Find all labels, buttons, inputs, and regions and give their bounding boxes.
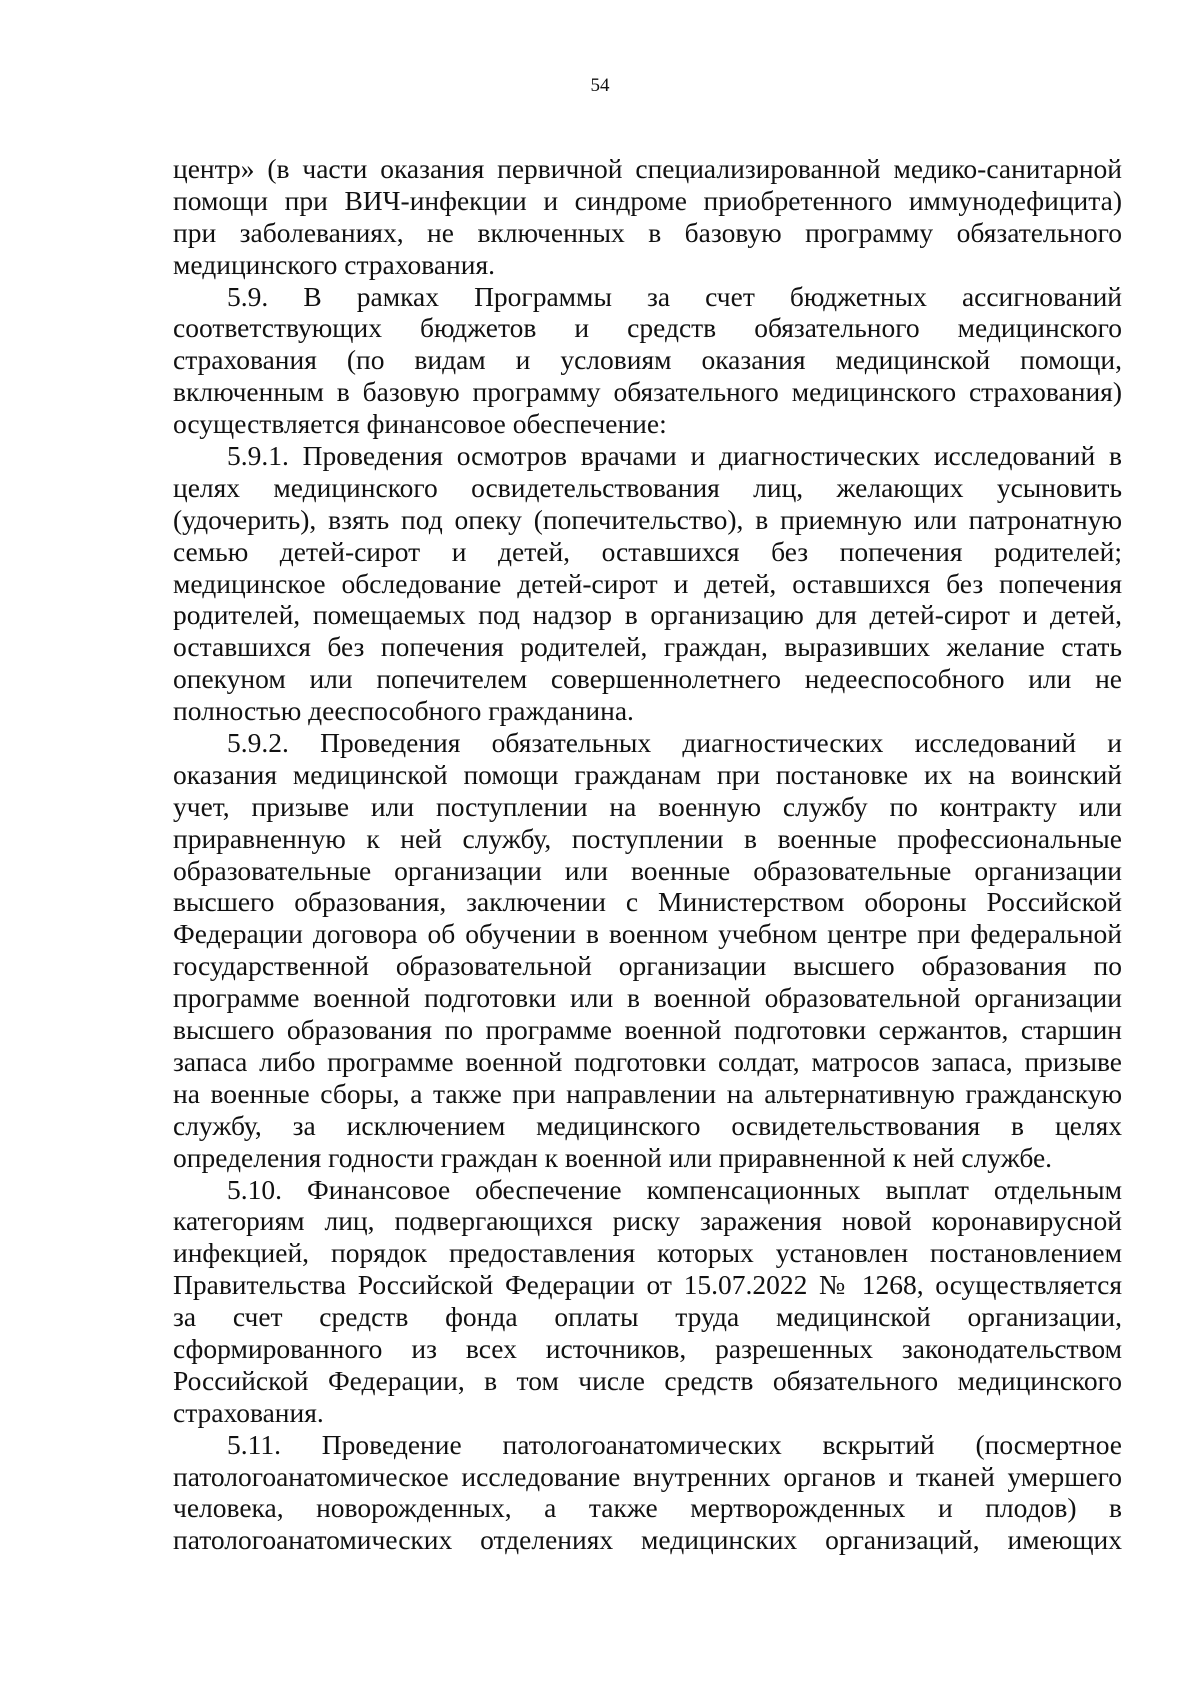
- text-line: включенным в базовую программу обязательного медицинского страхования): [173, 376, 1122, 408]
- paragraph-first-line: 5.11. Проведение патологоанатомических вскрытий (посмертное: [227, 1428, 1122, 1460]
- text-line: патологоанатомическое исследование внутренних органов и тканей умершего: [173, 1460, 1122, 1492]
- text-line: медицинское обследование детей-сирот и детей, оставшихся без попечения: [173, 567, 1122, 599]
- text-line: страхования (по видам и условиям оказания медицинской помощи,: [173, 344, 1122, 376]
- text-line: инфекцией, порядок предоставления которых установлен постановлением: [173, 1237, 1122, 1269]
- text-line: запаса либо программе военной подготовки солдат, матросов запаса, призыве: [173, 1045, 1122, 1077]
- text-line: Российской Федерации, в том числе средств обязательного медицинского: [173, 1364, 1122, 1396]
- text-line: помощи при ВИЧ-инфекции и синдроме приобретенного иммунодефицита): [173, 184, 1122, 216]
- text-line: сформированного из всех источников, разрешенных законодательством: [173, 1332, 1122, 1364]
- page-number: 54: [590, 75, 610, 96]
- text-line: (удочерить), взять под опеку (попечительство), в приемную или патронатную: [173, 503, 1122, 535]
- document-body: [173, 153, 1122, 1556]
- text-line: за счет средств фонда оплаты труда медицинской организации,: [173, 1301, 1122, 1333]
- text-line: оказания медицинской помощи гражданам при постановке их на воинский: [173, 758, 1122, 790]
- text-line: родителей, помещаемых под надзор в организацию для детей-сирот и детей,: [173, 599, 1122, 631]
- paragraph-first-line: 5.9.1. Проведения осмотров врачами и диагностических исследований в: [227, 440, 1122, 472]
- text-line: полностью дееспособного гражданина.: [173, 695, 634, 727]
- text-line: страхования.: [173, 1396, 324, 1428]
- text-line: Правительства Российской Федерации от 15.07.2022 № 1268, осуществляется: [173, 1269, 1122, 1301]
- text-line: высшего образования, заключении с Министерством обороны Российской: [173, 886, 1122, 918]
- text-line: человека, новорожденных, а также мертворожденных и плодов) в: [173, 1492, 1122, 1524]
- paragraph-first-line: 5.9.2. Проведения обязательных диагностических исследований и: [227, 727, 1122, 759]
- text-line: целях медицинского освидетельствования лиц, желающих усыновить: [173, 471, 1122, 503]
- text-line: образовательные организации или военные образовательные организации: [173, 854, 1122, 886]
- text-line: Федерации договора об обучении в военном учебном центре при федеральной: [173, 918, 1122, 950]
- text-line: приравненную к ней службу, поступлении в военные профессиональные: [173, 822, 1122, 854]
- text-line: при заболеваниях, не включенных в базовую программу обязательного: [173, 216, 1122, 248]
- text-line: учет, призыве или поступлении на военную службу по контракту или: [173, 790, 1122, 822]
- text-line: оставшихся без попечения родителей, граждан, выразивших желание стать: [173, 631, 1122, 663]
- text-line: медицинского страхования.: [173, 248, 495, 280]
- text-line: семью детей-сирот и детей, оставшихся без попечения родителей;: [173, 535, 1122, 567]
- text-line: программе военной подготовки или в военной образовательной организации: [173, 982, 1122, 1014]
- text-line: опекуном или попечителем совершеннолетнего недееспособного или не: [173, 663, 1122, 695]
- text-line: центр» (в части оказания первичной специализированной медико-санитарной: [173, 153, 1122, 184]
- text-line: высшего образования по программе военной подготовки сержантов, старшин: [173, 1014, 1122, 1046]
- text-line: осуществляется финансовое обеспечение:: [173, 408, 667, 440]
- text-line: патологоанатомических отделениях медицинских организаций, имеющих: [173, 1524, 1122, 1556]
- paragraph-first-line: 5.10. Финансовое обеспечение компенсационных выплат отдельным: [227, 1173, 1122, 1205]
- text-line: категориям лиц, подвергающихся риску заражения новой коронавирусной: [173, 1205, 1122, 1237]
- text-line: службу, за исключением медицинского освидетельствования в целях: [173, 1109, 1122, 1141]
- text-line: государственной образовательной организации высшего образования по: [173, 950, 1122, 982]
- paragraph-first-line: 5.9. В рамках Программы за счет бюджетных ассигнований: [227, 280, 1122, 312]
- text-line: соответствующих бюджетов и средств обязательного медицинского: [173, 312, 1122, 344]
- text-line: определения годности граждан к военной или приравненной к ней службе.: [173, 1141, 1053, 1173]
- text-line: на военные сборы, а также при направлении на альтернативную гражданскую: [173, 1077, 1122, 1109]
